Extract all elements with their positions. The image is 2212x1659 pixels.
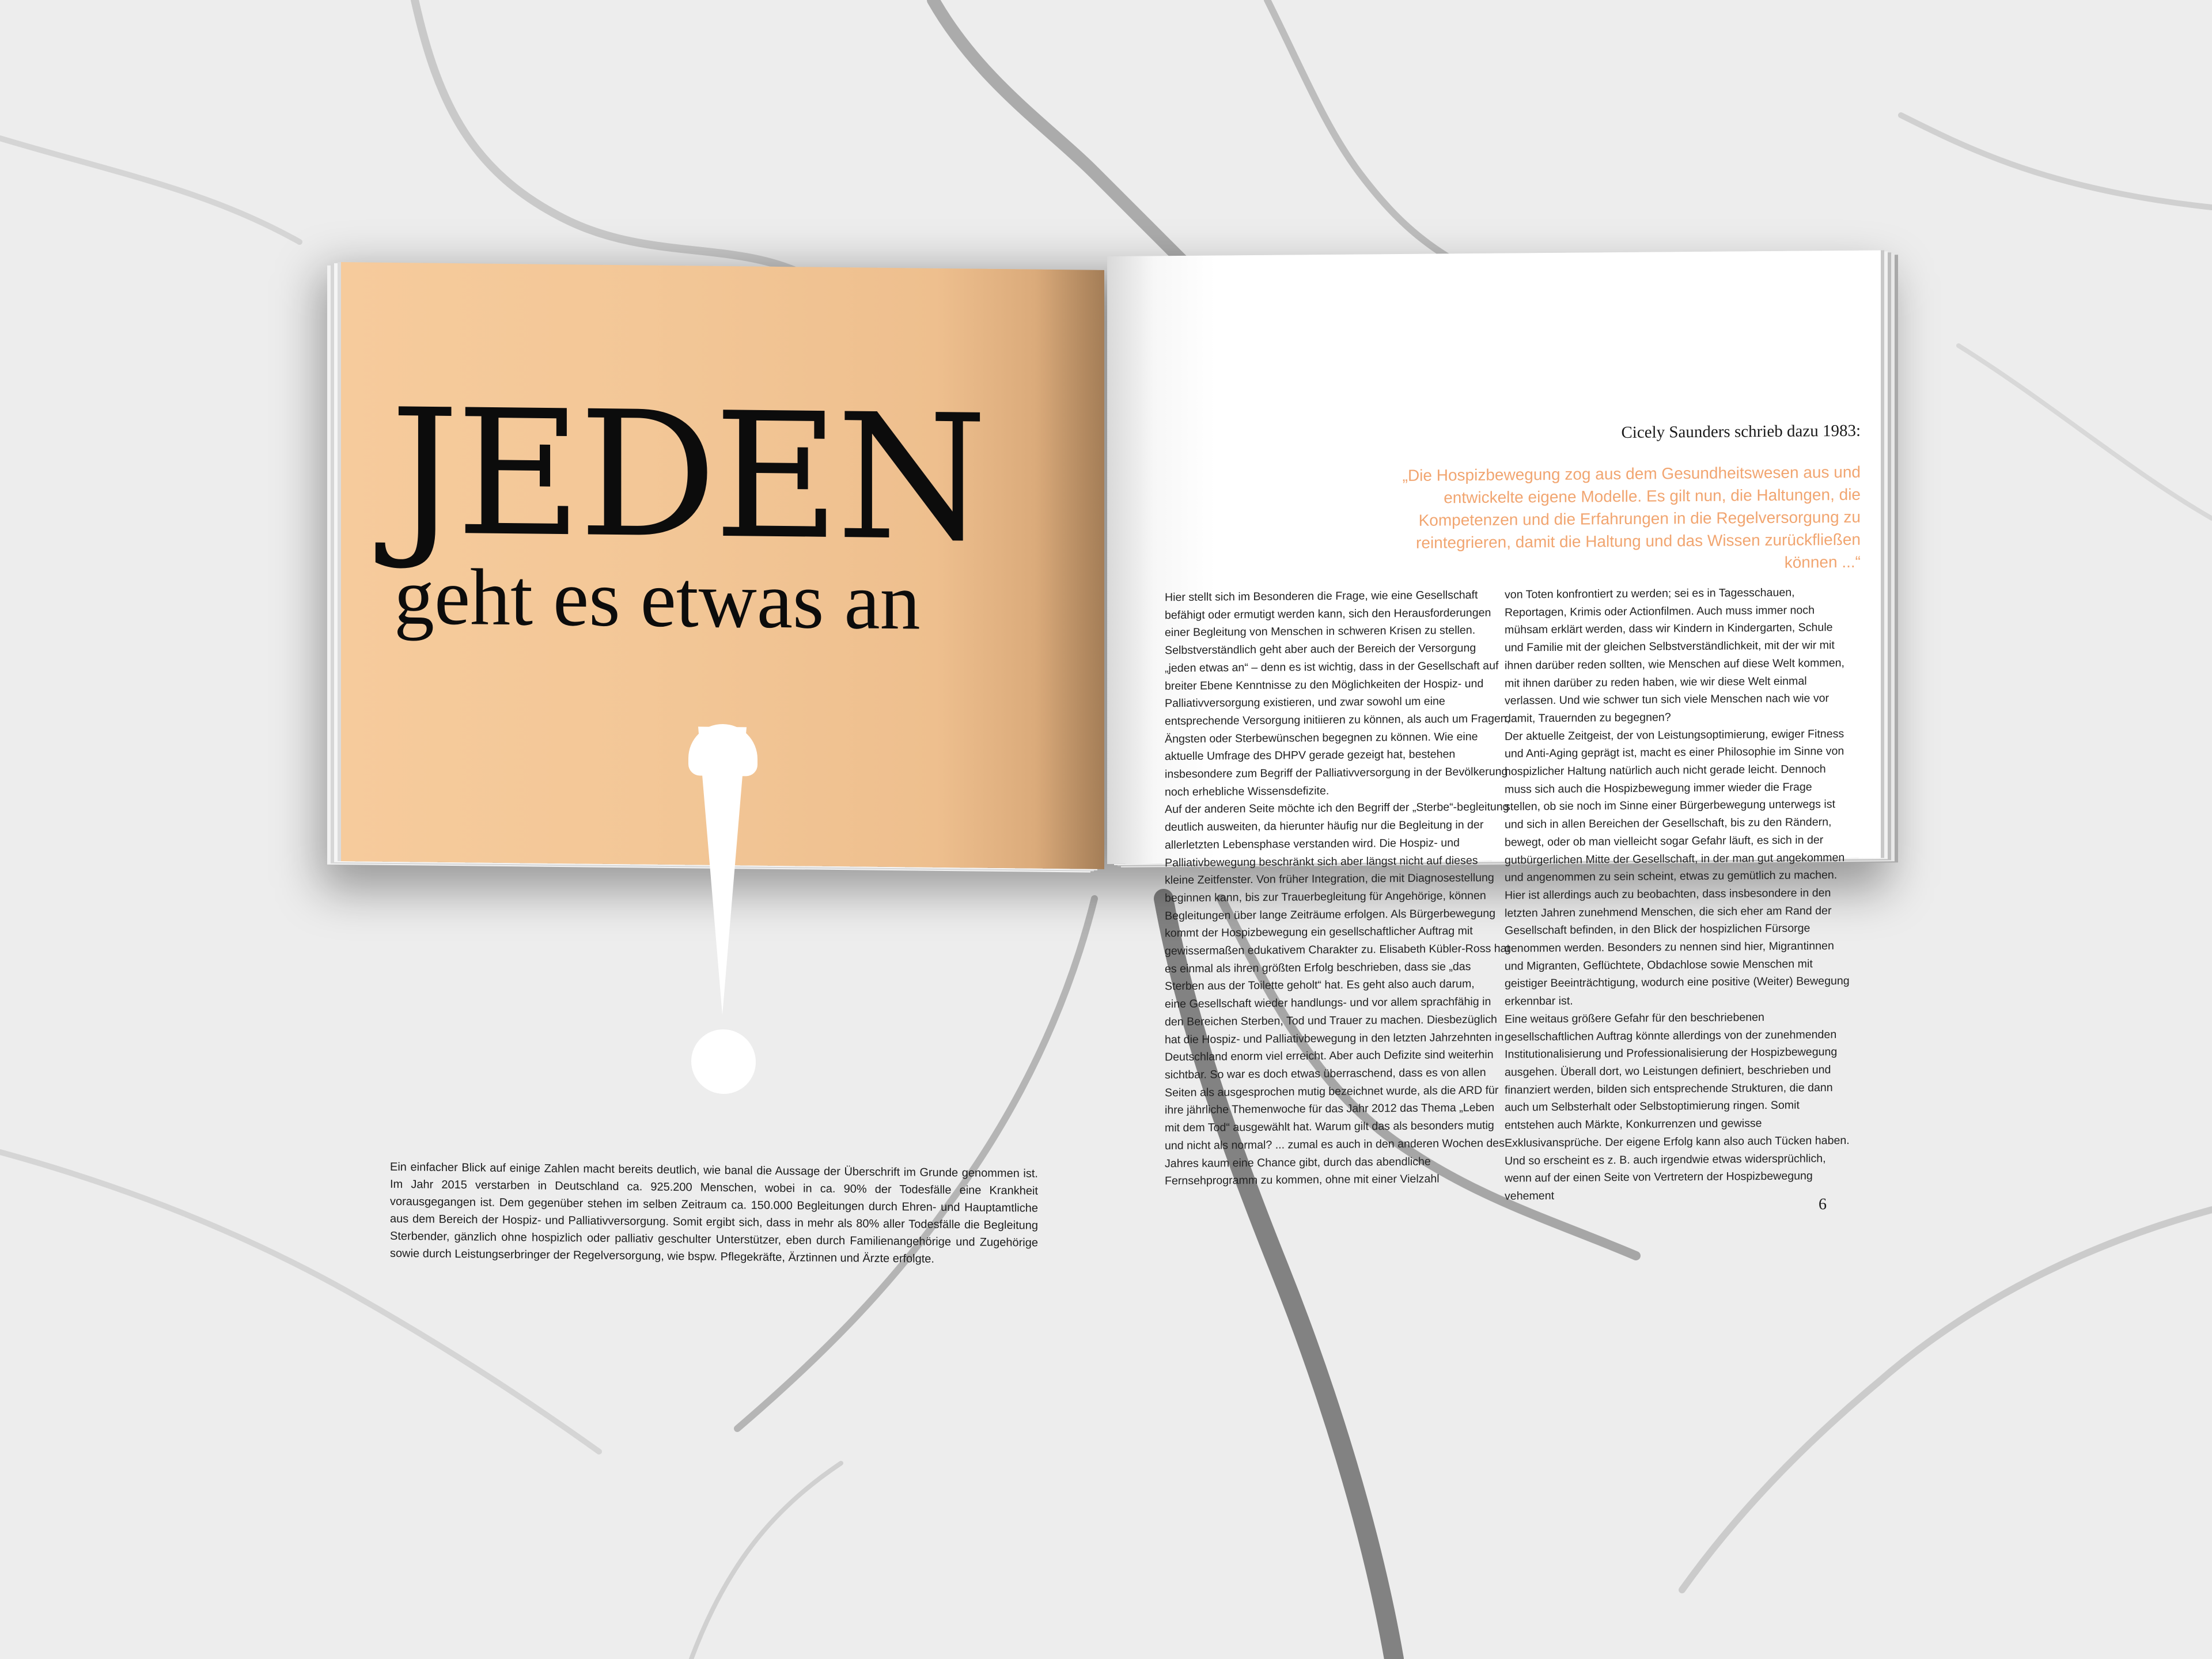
left-page <box>341 262 1104 1266</box>
intro-paragraph: Ein einfacher Blick auf einige Zahlen macht bereits deutlich, wie banal die Aussage der Überschrift im Grunde genommen ist. Im Jahr 2015 verstarben in Deutschland ca. 925.200 Menschen, wobei in ca. 90% der Todesfälle eine Krankheit vorausgegangen ist. Dem gegenüber stehen im selben Zeitraum ca. 150.000 Begleitungen durch Ehren- und Hauptamtliche aus dem Bereich der Hospiz- und Palliativversorgung. Somit ergibt sich, dass in mehr als 80% aller Todesfälle die Begleitung Sterbender, gänzlich ohne hospizlich oder palliativ geschulter Unterstützer, eben durch Familienangehörige und Zugehörige sowie durch Leistungserbringer der Regelversorgung, wie bspw. Pflegekräfte, Ärztinnen und Ärzte erfolgte. <box>390 1160 1038 1266</box>
quote-author: Cicely Saunders schrieb dazu 1983: <box>1621 421 1861 442</box>
pull-quote: „Die Hospizbewegung zog aus dem Gesundheitswesen aus und entwickelte eigene Modelle. Es gilt nun, die Haltungen, die Kompetenzen und die Erfahrungen in die Regelversorgung zu reintegrieren, damit die Haltung und das Wissen zurückfließen können ...“ <box>1402 463 1861 571</box>
exclamation-dot <box>691 1029 756 1094</box>
subheadline: geht es etwas an <box>394 551 921 647</box>
exclamation-bar <box>698 726 747 1015</box>
text-column-2: von Toten konfrontiert zu werden; sei es in Tagesschauen, Reportagen, Krimis oder Actionfilmen. Auch muss immer noch mühsam erklärt werden, dass wir Kindern in Kindergarten, Schule und Familie mit der gleichen Selbstverständlichkeit, mit der wir mit ihnen darüber reden sollten, wie Menschen auf diese Welt kommen, mit ihnen darüber zu reden haben, wie wir diese Welt einmal verlassen. Und wie schwer tun sich viele Menschen nach wie vor damit, Trauernden zu begegnen? Der aktuelle Zeitgeist, der von Leistungsoptimierung, ewiger Fitness und Anti-Aging geprägt ist, macht es einer Philosophie im Sinne von hospizlicher Haltung natürlich auch nicht gerade leicht. Dennoch muss sich auch die Hospizbewegung immer wieder die Frage stellen, ob sie noch im Sinne einer Bürgerbewegung unterwegs ist und sich in allen Bereichen der Gesellschaft, bis zu den Rändern, bewegt, oder ob man vielleicht sogar Gefahr läuft, es sich in der gutbürgerlichen Mitte der Gesellschaft, in der man gut angekommen und angenommen zu sein scheint, etwas zu gemütlich zu machen. Hier ist allerdings auch zu beobachten, dass insbesondere in den letzten Jahren zunehmend Menschen, die sich eher am Rand der Gesellschaft befinden, in den Blick der hospizlichen Fürsorge genommen werden. Besonders zu nennen sind hier, Migrantinnen und Migranten, Geflüchtete, Obdachlose sowie Menschen mit geistiger Beeinträchtigung, wodurch eine positive (Weiter) Bewegung erkennbar ist. Eine weitaus größere Gefahr für den beschriebenen gesellschaftlichen Auftrag könnte allerdings von der zunehmenden Institutionalisierung und Professionalisierung der Hospizbewegung ausgehen. Überall dort, wo Leistungen definiert, beschrieben und finanziert werden, bilden sich entsprechende Strukturen, die dann auch um Selbsterhalt oder Selbstoptimierung ringen. Somit entstehen auch Märkte, Konkurrenzen und gewisse Exklusivansprüche. Der eigene Erfolg kann also auch Tücken haben. Und so erscheint es z. B. auch irgendwie etwas widersprüchlich, wenn auf der einen Seite von Vertretern der Hospizbewegung vehement <box>1505 586 1850 1203</box>
right-page <box>1107 250 1881 1214</box>
spine-shadow <box>1035 270 1104 869</box>
page-number: 6 <box>1819 1195 1827 1214</box>
text-column-1: Hier stellt sich im Besonderen die Frage, wie eine Gesellschaft befähigt oder ermutigt werden kann, sich den Herausforderungen einer Begleitung von Menschen in schweren Krisen zu stellen. Selbstverständlich geht aber auch der Bereich der Versorgung „jeden etwas an“ – denn es ist wichtig, dass in der Gesellschaft auf breiter Ebene Kenntnisse zu den Möglichkeiten der Hospiz- und Palliativversorgung existieren, und zwar sowohl um eine entsprechende Versorgung initiieren zu können, als auch um Fragen, Ängsten oder Sterbewünschen begegnen zu können. Wie eine aktuelle Umfrage des DHPV gerade gezeigt hat, bestehen insbesondere zum Begriff der Palliativversorgung in der Bevölkerung noch erhebliche Wissensdefizite. Auf der anderen Seite möchte ich den Begriff der „Sterbe“-begleitung deutlich ausweiten, da hierunter häufig nur die Begleitung in der allerletzten Lebensphase verstanden wird. Die Hospiz- und Palliativbewegung beschränkt sich aber längst nicht auf dieses kleine Zeitfenster. Von früher Integration, die mit Diagnosestellung beginnen kann, bis zur Trauerbegleitung für Angehörige, können Begleitungen über lange Zeiträume erfolgen. Als Bürgerbewegung kommt der Hospizbewegung ein gesellschaftlicher Auftrag mit gewissermaßen edukativem Charakter zu. Elisabeth Kübler-Ross hat es einmal als ihren größten Erfolg beschrieben, dass sie „das Sterben aus der Toilette geholt“ hat. Es geht also auch darum, eine Gesellschaft wieder handlungs- und vor allem sprachfähig in den Bereichen Sterben, Tod und Trauer zu machen. Diesbezüglich hat die Hospiz- und Palliativbewegung in den letzten Jahrzehnten in Deutschland enorm viel erreicht. Aber auch Defizite sind weiterhin sichtbar. So war es doch etwas überraschend, dass es von allen Seiten als ausgesprochen mutig bezeichnet wurde, als die ARD für ihre jährliche Themenwoche für das Jahr 2012 das Thema „Leben mit dem Tod“ ausgewählt hat. Warum gilt das als besonders mutig und nicht als normal? ... zumal es auch in den anderen Wochen des Jahres kaum eine Chance gibt, durch das abendliche Fernsehprogramm zu kommen, ohne mit einer Vielzahl <box>1165 588 1510 1188</box>
headline: JEDEN <box>390 372 984 579</box>
